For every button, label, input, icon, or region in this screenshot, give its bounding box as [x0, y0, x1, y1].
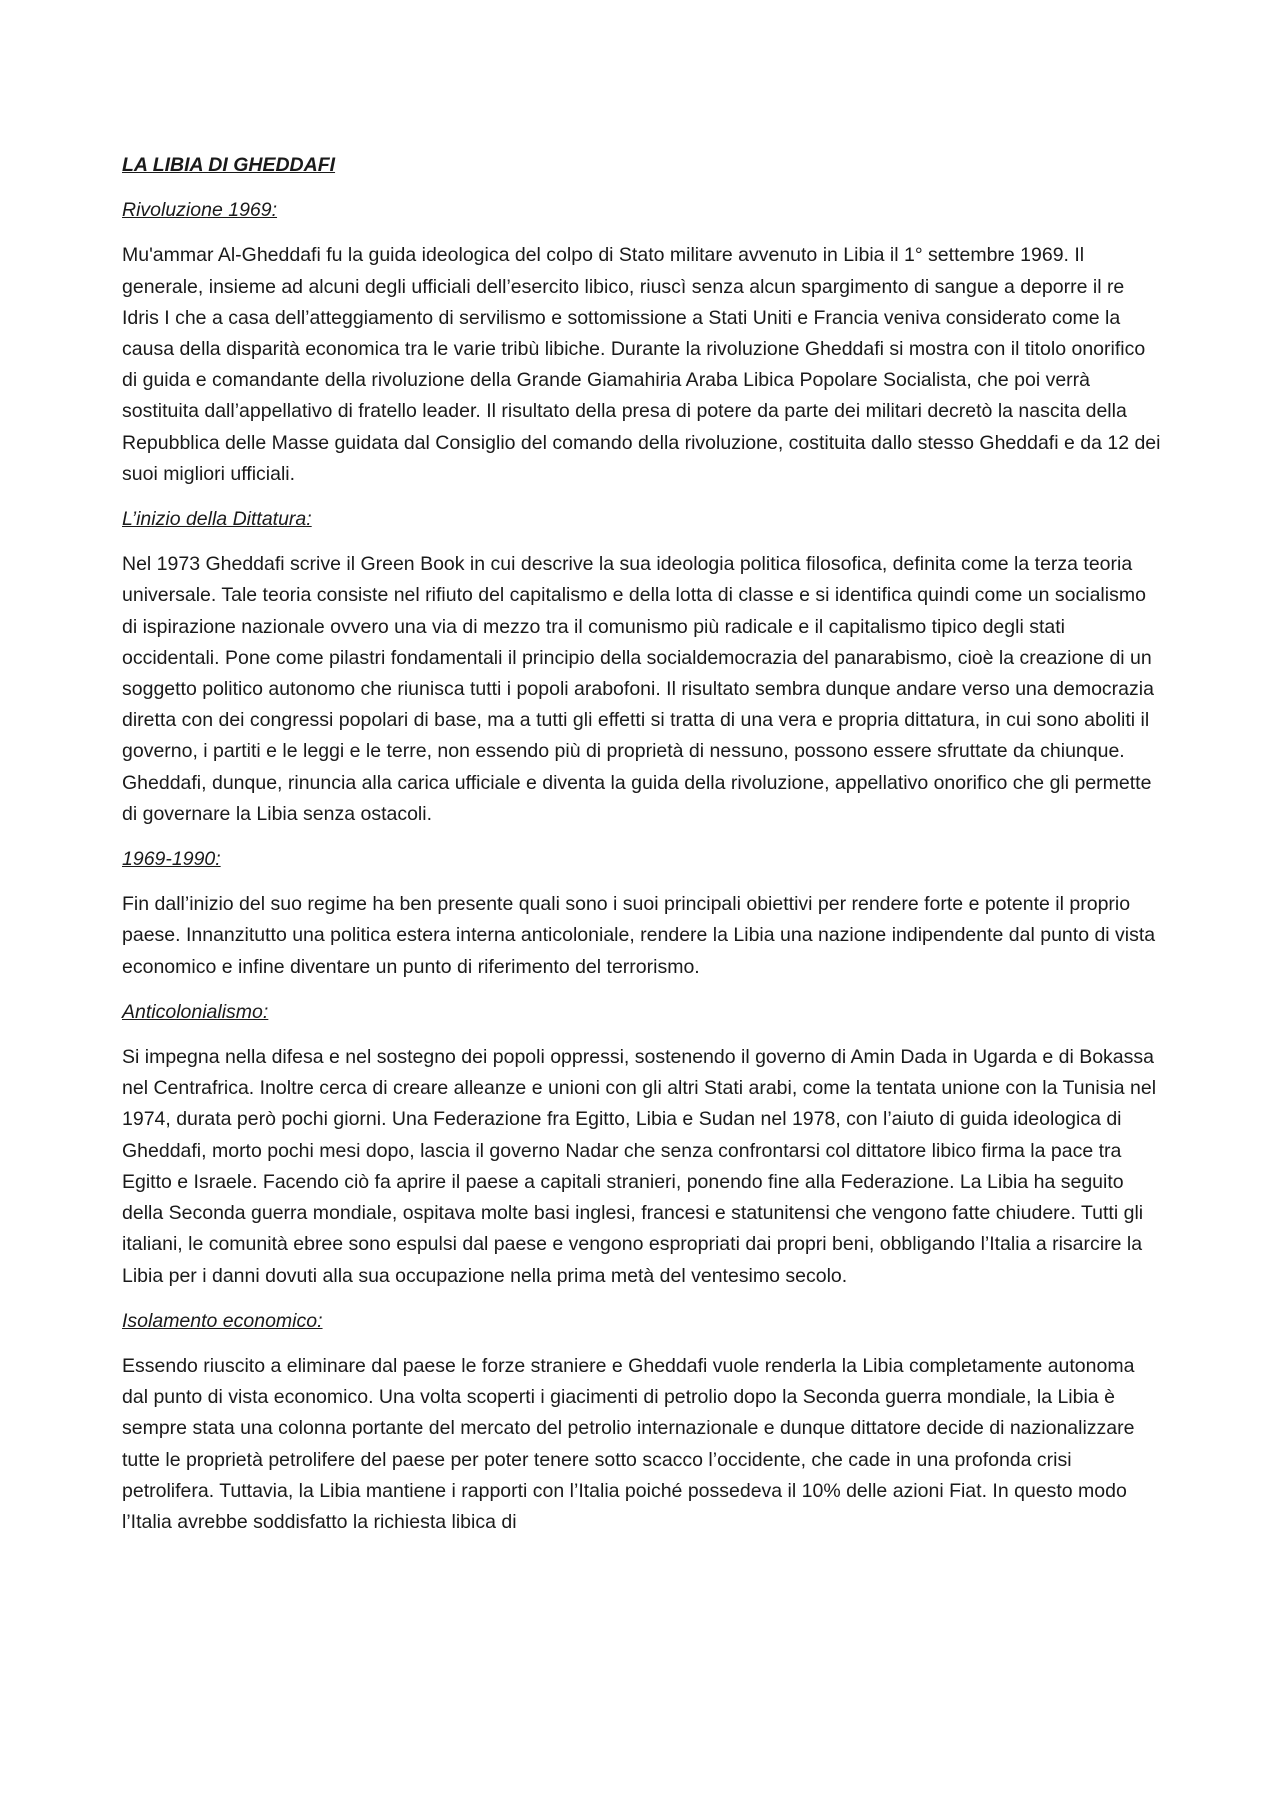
section-heading: 1969-1990: — [122, 848, 221, 871]
section-paragraph: Mu'ammar Al-Gheddafi fu la guida ideologica del colpo di Stato militare avvenuto in Libia il 1° settembre 1969. Il generale, insieme ad alcuni degli ufficiali dell’esercito libico, riuscì senza alcun spargimento di sangue a deporre il re Idris I che a casa dell’atteggiamento di servilismo e sottomissione a Stati Uniti e Francia veniva considerato come la causa della disparità economica tra le varie tribù libiche. Durante la rivoluzione Gheddafi si mostra con il titolo onorifico di guida e comandante della rivoluzione della Grande Giamahiria Araba Libica Popolare Socialista, che poi verrà sostituita dall’appellativo di fratello leader. Il risultato della presa di potere da parte dei militari decretò la nascita della Repubblica delle Masse guidata dal Consiglio del comando della rivoluzione, costituita dallo stesso Gheddafi e da 12 dei suoi migliori ufficiali. — [122, 244, 1161, 485]
section-heading: L’inizio della Dittatura: — [122, 508, 312, 531]
section-paragraph: Fin dall’inizio del suo regime ha ben presente quali sono i suoi principali obiettivi per rendere forte e potente il proprio paese. Innanzitutto una politica estera interna anticoloniale, rendere la Libia una nazione indipendente dal punto di vista economico e infine diventare un punto di riferimento del terrorismo. — [122, 893, 1156, 978]
section-rivoluzione-1969 — [122, 195, 1162, 490]
document-title: LA LIBIA DI GHEDDAFI — [122, 154, 336, 176]
section-isolamento-economico — [122, 1306, 1162, 1538]
section-paragraph: Si impegna nella difesa e nel sostegno dei popoli oppressi, sostenendo il governo di Amin Dada in Ugarda e di Bokassa nel Centrafrica. Inoltre cerca di creare alleanze e unioni con gli altri Stati arabi, come la tentata unione con la Tunisia nel 1974, durata però pochi giorni. Una Federazione fra Egitto, Libia e Sudan nel 1978, con l’aiuto di guida ideologica di Gheddafi, morto pochi mesi dopo, lascia il governo Nadar che senza confrontarsi col dittatore libico firma la pace tra Egitto e Israele. Facendo ciò fa aprire il paese a capitali stranieri, ponendo fine alla Federazione. La Libia ha seguito della Seconda guerra mondiale, ospitava molte basi inglesi, francesi e statunitensi che vengono fatte chiudere. Tutti gli italiani, le comunità ebree sono espulsi dal paese e vengono espropriati dai propri beni, obbligando l’Italia a risarcire la Libia per i danni dovuti alla sua occupazione nella prima metà del ventesimo secolo. — [122, 1046, 1157, 1287]
section-inizio-dittatura — [122, 504, 1162, 830]
section-anticolonialismo — [122, 997, 1162, 1292]
document-page — [122, 150, 1162, 1552]
section-heading: Isolamento economico: — [122, 1309, 323, 1332]
section-heading: Rivoluzione 1969: — [122, 199, 278, 222]
section-paragraph: Essendo riuscito a eliminare dal paese le forze straniere e Gheddafi vuole renderla la Libia completamente autonoma dal punto di vista economico. Una volta scoperti i giacimenti di petrolio dopo la Seconda guerra mondiale, la Libia è sempre stata una colonna portante del mercato del petrolio internazionale e dunque dittatore decide di nazionalizzare tutte le proprietà petrolifere del paese per poter tenere sotto scacco l’occidente, che cade in una profonda crisi petrolifera. Tuttavia, la Libia mantiene i rapporti con l’Italia poiché possedeva il 10% delle azioni Fiat. In questo modo l’Italia avrebbe soddisfatto la richiesta libica di — [122, 1354, 1135, 1533]
section-paragraph: Nel 1973 Gheddafi scrive il Green Book in cui descrive la sua ideologia politica filosofica, definita come la terza teoria universale. Tale teoria consiste nel rifiuto del capitalismo e della lotta di classe e si identifica quindi come un socialismo di ispirazione nazionale ovvero una via di mezzo tra il comunismo più radicale e il capitalismo tipico degli stati occidentali. Pone come pilastri fondamentali il principio della socialdemocrazia del panarabismo, cioè la creazione di un soggetto politico autonomo che riunisca tutti i popoli arabofoni. Il risultato sembra dunque andare verso una democrazia diretta con dei congressi popolari di base, ma a tutti gli effetti si tratta di una vera e propria dittatura, in cui sono aboliti il governo, i partiti e le leggi e le terre, non essendo più di proprietà di nessuno, possono essere sfruttate da chiunque. Gheddafi, dunque, rinuncia alla carica ufficiale e diventa la guida della rivoluzione, appellativo onorifico che gli permette di governare la Libia senza ostacoli. — [122, 553, 1154, 825]
section-heading: Anticolonialismo: — [122, 1000, 269, 1023]
section-1969-1990 — [122, 844, 1162, 983]
